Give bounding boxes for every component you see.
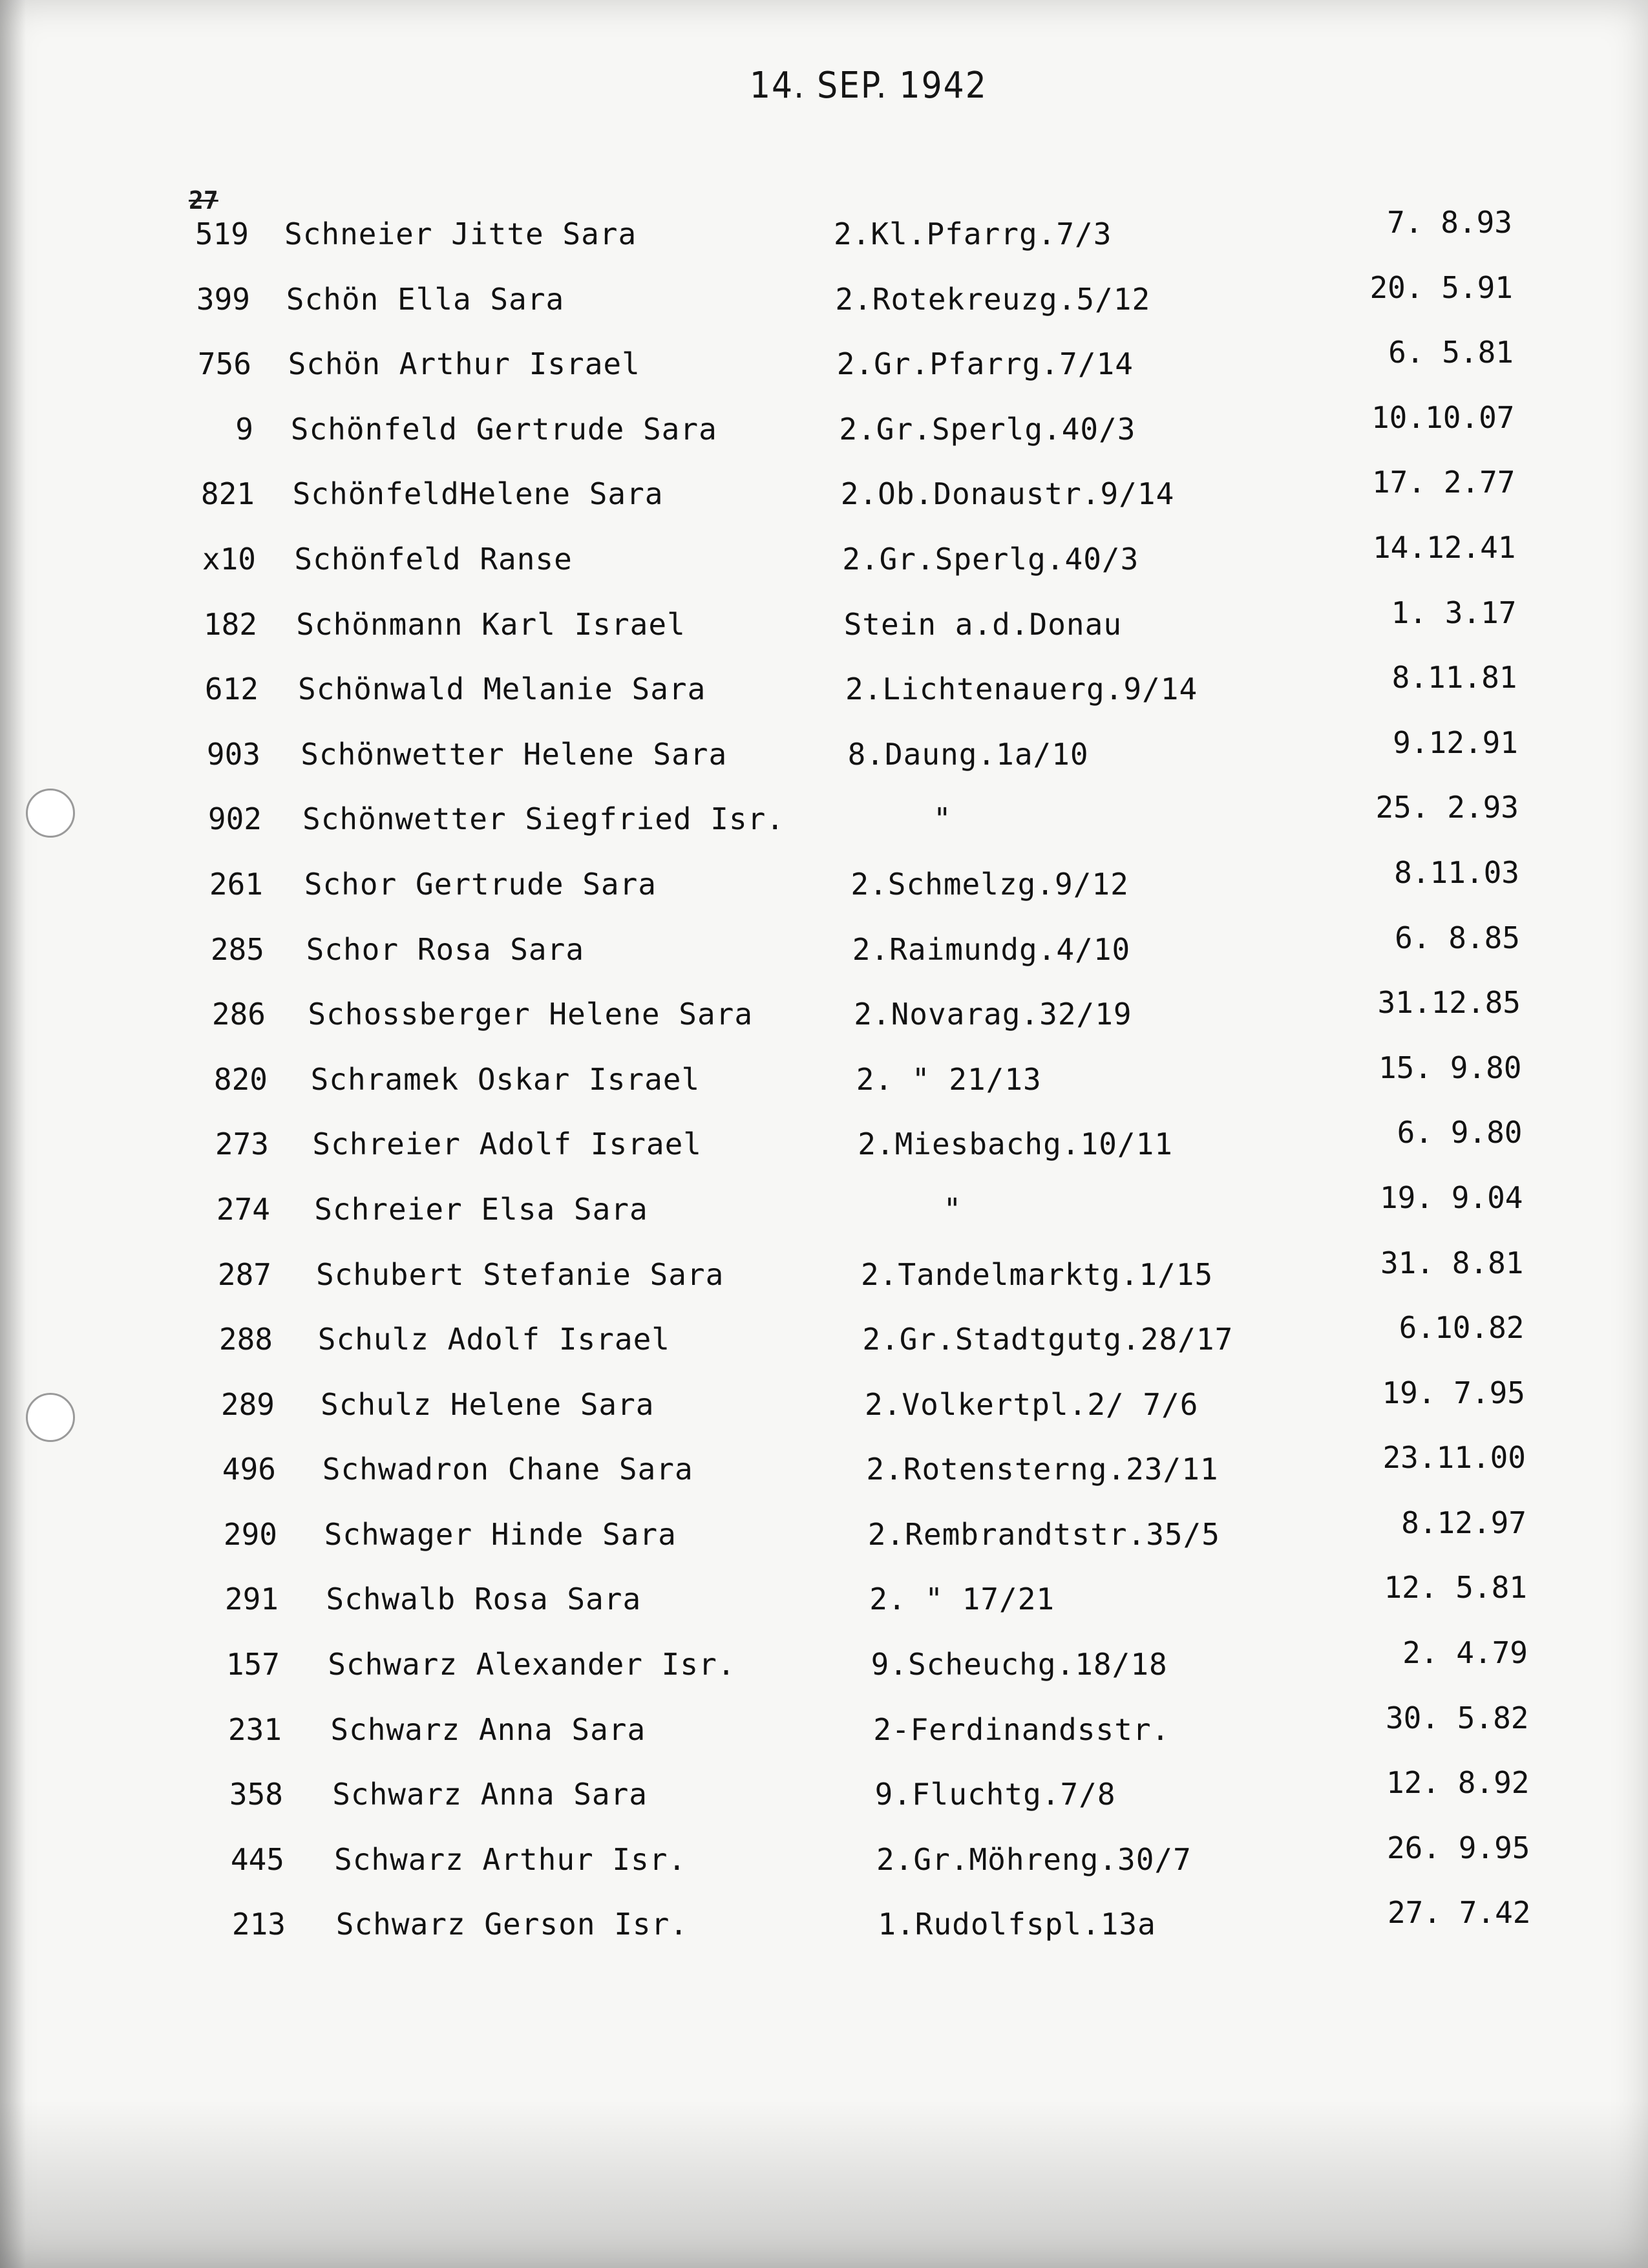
list-item: [0, 1440, 1648, 1510]
list-item: [0, 1115, 1648, 1185]
entry-date: 26. 9.95: [1386, 1830, 1530, 1865]
entry-number: 286: [211, 997, 266, 1032]
entry-address: 2.Rotekreuzg.5/12: [835, 281, 1151, 317]
entry-date: 20. 5.91: [1369, 270, 1513, 305]
entry-name: Schreier Adolf Israel: [312, 1127, 702, 1162]
list-item: [0, 1180, 1648, 1251]
entry-number: 288: [218, 1322, 273, 1357]
entry-number: 519: [195, 217, 249, 251]
entry-date: 9.12.91: [1393, 725, 1518, 760]
entry-number: 274: [216, 1191, 270, 1227]
entry-address: 9.Scheuchg.18/18: [871, 1647, 1168, 1682]
list-item: [0, 1375, 1648, 1446]
entry-date: 6. 8.85: [1395, 920, 1520, 955]
entry-number: 756: [197, 346, 251, 382]
entry-number: 273: [215, 1127, 269, 1162]
entry-number: 290: [223, 1516, 277, 1552]
entry-number: 213: [231, 1907, 286, 1942]
entry-date: 31.12.85: [1377, 985, 1521, 1021]
entry-number: 285: [210, 931, 264, 967]
entry-name: Schwager Hinde Sara: [324, 1516, 677, 1552]
entry-address: 2.Tandelmarktg.1/15: [861, 1256, 1214, 1292]
entry-address: 2.Volkertpl.2/ 7/6: [865, 1386, 1199, 1422]
entry-address: 2.Schmelzg.9/12: [850, 866, 1129, 902]
entry-date: 1. 3.17: [1391, 595, 1517, 630]
entry-list: [0, 205, 1648, 1971]
entry-address: 2.Gr.Möhreng.30/7: [876, 1841, 1192, 1877]
entry-name: Schor Rosa Sara: [306, 931, 585, 967]
list-item: [0, 790, 1648, 860]
entry-name: Schön Ella Sara: [286, 281, 565, 317]
entry-date: 2. 4.79: [1402, 1635, 1528, 1671]
entry-number: 612: [204, 672, 259, 707]
entry-name: Schreier Elsa Sara: [314, 1191, 648, 1227]
entry-name: Schubert Stefanie Sara: [316, 1256, 724, 1292]
entry-address: 8.Daung.1a/10: [847, 736, 1089, 772]
list-item: [0, 529, 1648, 600]
entry-date: 19. 9.04: [1379, 1180, 1523, 1215]
entry-date: 7. 8.93: [1387, 205, 1512, 240]
entry-date: 8.11.81: [1391, 660, 1517, 695]
scan-shadow-bottom: [0, 2100, 1648, 2268]
list-item: [0, 335, 1648, 405]
entry-name: Schönfeld Gertrude Sara: [290, 411, 717, 447]
entry-address: 2.Ob.Donaustr.9/14: [840, 476, 1175, 512]
list-item: [0, 1700, 1648, 1771]
list-item: [0, 205, 1648, 275]
list-item: [0, 1310, 1648, 1381]
entry-date: 25. 2.93: [1375, 790, 1519, 825]
corner-number: 27: [189, 186, 218, 215]
entry-date: 8.12.97: [1401, 1505, 1527, 1540]
entry-address: 2.Lichtenauerg.9/14: [845, 672, 1198, 707]
entry-number: 9: [235, 411, 253, 447]
list-item: [0, 920, 1648, 991]
entry-address: 2.Gr.Stadtgutg.28/17: [862, 1322, 1234, 1357]
entry-date: 6.10.82: [1399, 1310, 1525, 1346]
list-item: [0, 1050, 1648, 1121]
entry-address: 2.Raimundg.4/10: [852, 931, 1131, 967]
entry-name: Schneier Jitte Sara: [284, 217, 637, 251]
entry-address: ": [943, 1191, 962, 1227]
entry-number: 399: [196, 281, 250, 317]
list-item: [0, 725, 1648, 796]
entry-number: 496: [222, 1452, 276, 1487]
entry-number: 821: [200, 476, 255, 512]
entry-address: 2.Gr.Sperlg.40/3: [842, 541, 1139, 577]
entry-name: Schossberger Helene Sara: [308, 997, 754, 1032]
entry-number: 902: [207, 801, 262, 837]
entry-date: 15. 9.80: [1378, 1050, 1522, 1085]
entry-address: 2.Novarag.32/19: [854, 997, 1132, 1032]
list-item: [0, 985, 1648, 1055]
entry-number: 287: [217, 1256, 271, 1292]
list-item: [0, 1895, 1648, 1971]
entry-date: 6. 5.81: [1388, 335, 1514, 370]
entry-date: 31. 8.81: [1380, 1245, 1524, 1280]
entry-number: 157: [226, 1647, 280, 1682]
entry-address: ": [933, 801, 952, 837]
entry-name: Schwarz Gerson Isr.: [335, 1907, 688, 1942]
entry-number: 291: [224, 1582, 279, 1617]
list-item: [0, 270, 1648, 341]
entry-name: Schönmann Karl Israel: [296, 606, 686, 642]
list-item: [0, 399, 1648, 471]
entry-name: Schönwald Melanie Sara: [298, 672, 706, 707]
entry-date: 12. 5.81: [1384, 1570, 1527, 1606]
entry-date: 30. 5.82: [1385, 1700, 1529, 1735]
entry-name: Schönwetter Siegfried Isr.: [302, 801, 785, 837]
entry-date: 6. 9.80: [1397, 1115, 1523, 1150]
entry-date: 12. 8.92: [1386, 1765, 1530, 1801]
entry-date: 14.12.41: [1372, 529, 1516, 565]
entry-name: Schulz Helene Sara: [321, 1386, 655, 1422]
entry-name: Schor Gertrude Sara: [304, 866, 657, 902]
list-item: [0, 1245, 1648, 1316]
entry-number: 231: [227, 1712, 282, 1747]
entry-address: 2.Rembrandtstr.35/5: [867, 1516, 1220, 1552]
list-item: [0, 1765, 1648, 1836]
entry-name: Schulz Adolf Israel: [317, 1322, 670, 1357]
entry-address: 9.Fluchtg.7/8: [874, 1777, 1116, 1812]
entry-name: Schönfeld Ranse: [294, 541, 573, 577]
entry-date: 10.10.07: [1371, 399, 1515, 435]
entry-name: Schwarz Anna Sara: [330, 1712, 646, 1747]
entry-number: 820: [213, 1061, 268, 1097]
entry-number: 358: [229, 1777, 283, 1812]
list-item: [0, 465, 1648, 535]
entry-address: Stein a.d.Donau: [843, 606, 1123, 642]
entry-name: Schramek Oskar Israel: [310, 1061, 701, 1097]
entry-number: x10: [202, 541, 256, 577]
list-item: [0, 660, 1648, 730]
entry-date: 27. 7.42: [1387, 1895, 1531, 1931]
entry-address: 2-Ferdinandsstr.: [873, 1712, 1170, 1747]
entry-address: 2.Rotensterng.23/11: [866, 1452, 1219, 1487]
list-item: [0, 1635, 1648, 1706]
list-item: [0, 854, 1648, 926]
date-stamp: 14. SEP. 1942: [750, 65, 988, 107]
entry-date: 19. 7.95: [1382, 1375, 1525, 1410]
entry-number: 903: [206, 736, 260, 772]
entry-address: 2.Gr.Pfarrg.7/14: [836, 346, 1134, 382]
entry-number: 445: [230, 1841, 284, 1877]
list-item: [0, 595, 1648, 666]
entry-date: 17. 2.77: [1371, 465, 1516, 500]
list-item: [0, 1830, 1648, 1901]
list-item: [0, 1570, 1648, 1640]
entry-address: 2.Gr.Sperlg.40/3: [839, 411, 1136, 447]
entry-name: Schwalb Rosa Sara: [326, 1582, 642, 1617]
entry-name: Schwadron Chane Sara: [322, 1452, 693, 1487]
list-item: [0, 1505, 1648, 1576]
entry-address: 2. " 21/13: [856, 1061, 1042, 1097]
entry-name: SchönfeldHelene Sara: [292, 476, 664, 512]
entry-address: 2.Miesbachg.10/11: [858, 1127, 1173, 1162]
entry-name: Schön Arthur Israel: [288, 346, 640, 382]
entry-number: 261: [209, 866, 263, 902]
entry-number: 289: [220, 1386, 275, 1422]
entry-address: 2. " 17/21: [869, 1582, 1055, 1617]
entry-date: 8.11.03: [1394, 854, 1519, 890]
entry-address: 1.Rudolfspl.13a: [878, 1907, 1156, 1942]
entry-name: Schwarz Arthur Isr.: [334, 1841, 687, 1877]
entry-name: Schwarz Anna Sara: [332, 1777, 648, 1812]
entry-name: Schönwetter Helene Sara: [301, 736, 728, 772]
entry-number: 182: [203, 606, 257, 642]
entry-date: 23.11.00: [1382, 1440, 1526, 1476]
entry-name: Schwarz Alexander Isr.: [328, 1647, 736, 1682]
entry-address: 2.Kl.Pfarrg.7/3: [834, 217, 1112, 251]
